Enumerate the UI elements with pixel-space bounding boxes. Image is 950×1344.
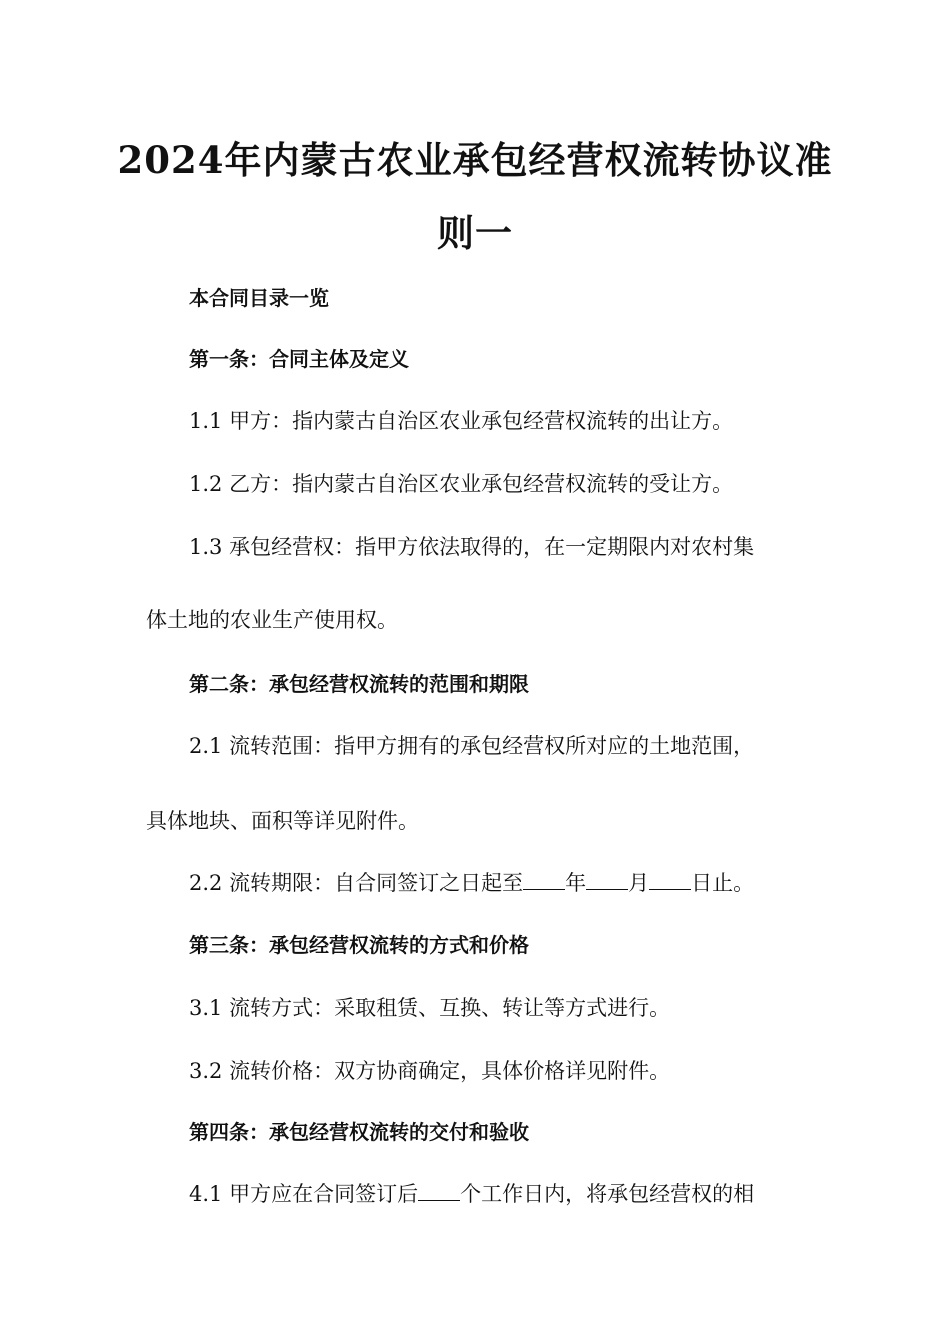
clause-1-1: 1.1 甲方：指内蒙古自治区农业承包经营权流转的出让方。	[189, 409, 734, 433]
clause-1-3-line2: 体土地的农业生产使用权。	[146, 608, 398, 632]
article-4-heading: 第四条：承包经营权流转的交付和验收	[189, 1120, 529, 1144]
year-label: 年	[565, 871, 587, 895]
article-3-heading: 第三条：承包经营权流转的方式和价格	[189, 933, 529, 957]
toc-heading: 本合同目录一览	[189, 286, 329, 310]
clause-2-2	[189, 869, 754, 897]
blank-year	[523, 869, 565, 890]
clause-1-3-line1: 1.3 承包经营权：指甲方依法取得的，在一定期限内对农村集	[189, 535, 755, 559]
day-label: 日止。	[691, 871, 755, 895]
clause-3-1: 3.1 流转方式：采取租赁、互换、转让等方式进行。	[189, 996, 671, 1020]
blank-days	[418, 1180, 460, 1201]
blank-day	[649, 869, 691, 890]
clause-4-1-prefix: 4.1 甲方应在合同签订后	[189, 1182, 419, 1206]
clause-1-2: 1.2 乙方：指内蒙古自治区农业承包经营权流转的受让方。	[189, 472, 734, 496]
month-label: 月	[628, 871, 650, 895]
clause-3-2: 3.2 流转价格：双方协商确定，具体价格详见附件。	[189, 1059, 671, 1083]
clause-4-1-suffix: 个工作日内，将承包经营权的相	[460, 1182, 755, 1206]
document-title-line2: 则一	[437, 211, 513, 255]
clause-2-2-prefix: 2.2 流转期限：自合同签订之日起至	[189, 871, 524, 895]
blank-month	[586, 869, 628, 890]
clause-4-1	[189, 1180, 754, 1208]
article-1-heading: 第一条：合同主体及定义	[189, 347, 409, 371]
clause-2-1-line1: 2.1 流转范围：指甲方拥有的承包经营权所对应的土地范围，	[189, 734, 755, 758]
document-title-line1: 2024年内蒙古农业承包经营权流转协议准	[117, 138, 833, 182]
clause-2-1-line2: 具体地块、面积等详见附件。	[146, 809, 419, 833]
article-2-heading: 第二条：承包经营权流转的范围和期限	[189, 672, 529, 696]
